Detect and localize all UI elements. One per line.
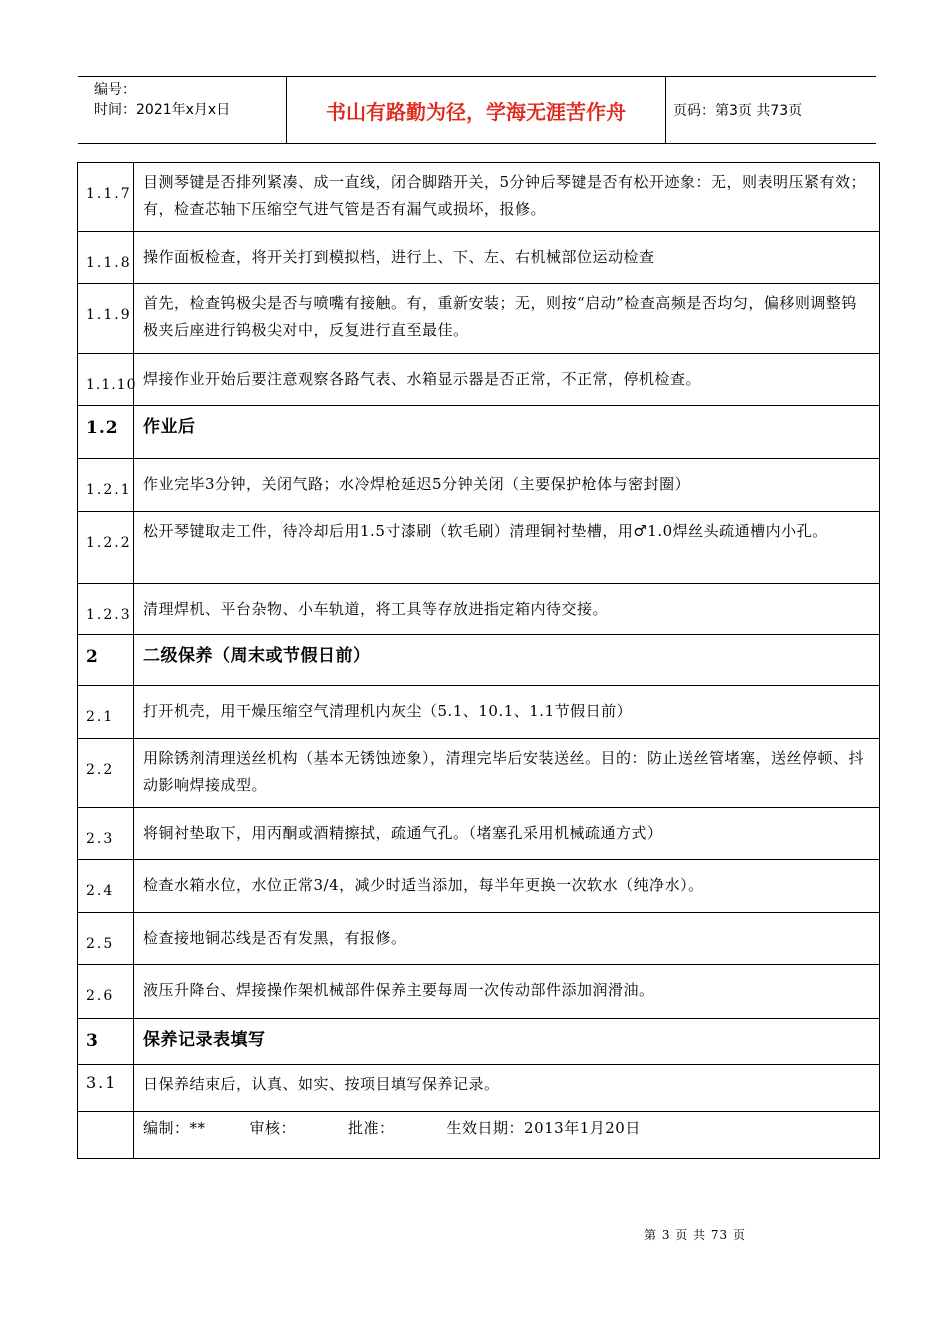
item-number: 1.2.1 xyxy=(78,459,134,512)
item-number: 1.1.10 xyxy=(78,354,134,406)
compiled-by: 编制：** xyxy=(143,1119,206,1137)
table-row xyxy=(78,913,880,965)
item-number: 2.1 xyxy=(78,686,134,739)
table-row xyxy=(78,860,880,913)
table-row xyxy=(78,459,880,512)
signoff-cell xyxy=(134,1112,880,1159)
table-row xyxy=(78,686,880,739)
item-text: 用除锈剂清理送丝机构（基本无锈蚀迹象），清理完毕后安装送丝。目的：防止送丝管堵塞，送丝停顿、抖动影响焊接成型。 xyxy=(134,739,880,808)
table-row xyxy=(78,584,880,635)
item-text: 日保养结束后，认真、如实、按项目填写保养记录。 xyxy=(134,1065,880,1112)
section-number: 1.2 xyxy=(78,406,134,459)
header-motto: 书山有路勤为径，学海无涯苦作舟 xyxy=(286,77,666,143)
item-text: 将铜衬垫取下，用丙酮或酒精擦拭，疏通气孔。（堵塞孔采用机械疏通方式） xyxy=(134,808,880,860)
table-row xyxy=(78,232,880,284)
item-number: 1.2.3 xyxy=(78,584,134,635)
item-text: 操作面板检查，将开关打到模拟档，进行上、下、左、右机械部位运动检查 xyxy=(134,232,880,284)
table-row xyxy=(78,284,880,354)
maintenance-table xyxy=(77,162,880,1159)
item-number: 2.5 xyxy=(78,913,134,965)
section-row xyxy=(78,1019,880,1065)
section-row xyxy=(78,635,880,686)
item-text: 打开机壳，用干燥压缩空气清理机内灰尘（5.1、10.1、1.1节假日前） xyxy=(134,686,880,739)
section-number: 2 xyxy=(78,635,134,686)
page-header xyxy=(78,76,876,144)
item-text: 焊接作业开始后要注意观察各路气表、水箱显示器是否正常，不正常，停机检查。 xyxy=(134,354,880,406)
table-row xyxy=(78,739,880,808)
item-text: 清理焊机、平台杂物、小车轨道，将工具等存放进指定箱内待交接。 xyxy=(134,584,880,635)
header-page-info: 页码：第3页 共73页 xyxy=(673,103,803,119)
item-text: 检查接地铜芯线是否有发黑，有报修。 xyxy=(134,913,880,965)
section-title: 作业后 xyxy=(134,406,880,459)
section-row xyxy=(78,406,880,459)
doc-time-label: 时间：2021年x月x日 xyxy=(94,102,231,118)
item-number: 2.2 xyxy=(78,739,134,808)
item-number: 1.1.8 xyxy=(78,232,134,284)
item-text: 液压升降台、焊接操作架机械部件保养主要每周一次传动部件添加润滑油。 xyxy=(134,965,880,1019)
section-number: 3 xyxy=(78,1019,134,1065)
doc-number-label: 编号： xyxy=(94,82,136,98)
signoff-row xyxy=(78,1112,880,1159)
item-text: 松开琴键取走工件，待冷却后用1.5寸漆刷（软毛刷）清理铜衬垫槽，用♂1.0焊丝头疏通槽内小孔。 xyxy=(134,512,880,584)
section-title: 二级保养（周末或节假日前） xyxy=(134,635,880,686)
item-text: 目测琴键是否排列紧凑、成一直线，闭合脚踏开关，5分钟后琴键是否有松开迹象：无，则表明压紧有效；有，检查芯轴下压缩空气进气管是否有漏气或损坏，报修。 xyxy=(134,163,880,232)
item-text: 首先，检查钨极尖是否与喷嘴有接触。有，重新安装；无，则按“启动”检查高频是否均匀，偏移则调整钨极夹后座进行钨极尖对中，反复进行直至最佳。 xyxy=(134,284,880,354)
table-row xyxy=(78,163,880,232)
item-number: 2.3 xyxy=(78,808,134,860)
reviewed-by: 审核： xyxy=(249,1119,297,1137)
signoff-empty-cell xyxy=(78,1112,134,1159)
table-row xyxy=(78,512,880,584)
page-footer: 第 3 页 共 73 页 xyxy=(644,1228,746,1242)
table-row xyxy=(78,808,880,860)
table-row xyxy=(78,354,880,406)
item-number: 1.1.7 xyxy=(78,163,134,232)
item-number: 1.1.9 xyxy=(78,284,134,354)
item-number: 2.4 xyxy=(78,860,134,913)
item-number: 3.1 xyxy=(78,1065,134,1112)
item-number: 1.2.2 xyxy=(78,512,134,584)
item-text: 检查水箱水位，水位正常3/4，减少时适当添加，每半年更换一次软水（纯净水）。 xyxy=(134,860,880,913)
section-title: 保养记录表填写 xyxy=(134,1019,880,1065)
item-number: 2.6 xyxy=(78,965,134,1019)
item-text: 作业完毕3分钟，关闭气路；水冷焊枪延迟5分钟关闭（主要保护枪体与密封圈） xyxy=(134,459,880,512)
table-row xyxy=(78,1065,880,1112)
effective-date: 生效日期：2013年1月20日 xyxy=(446,1119,641,1137)
approved-by: 批准： xyxy=(348,1119,395,1137)
header-left xyxy=(78,77,286,143)
table-row xyxy=(78,965,880,1019)
